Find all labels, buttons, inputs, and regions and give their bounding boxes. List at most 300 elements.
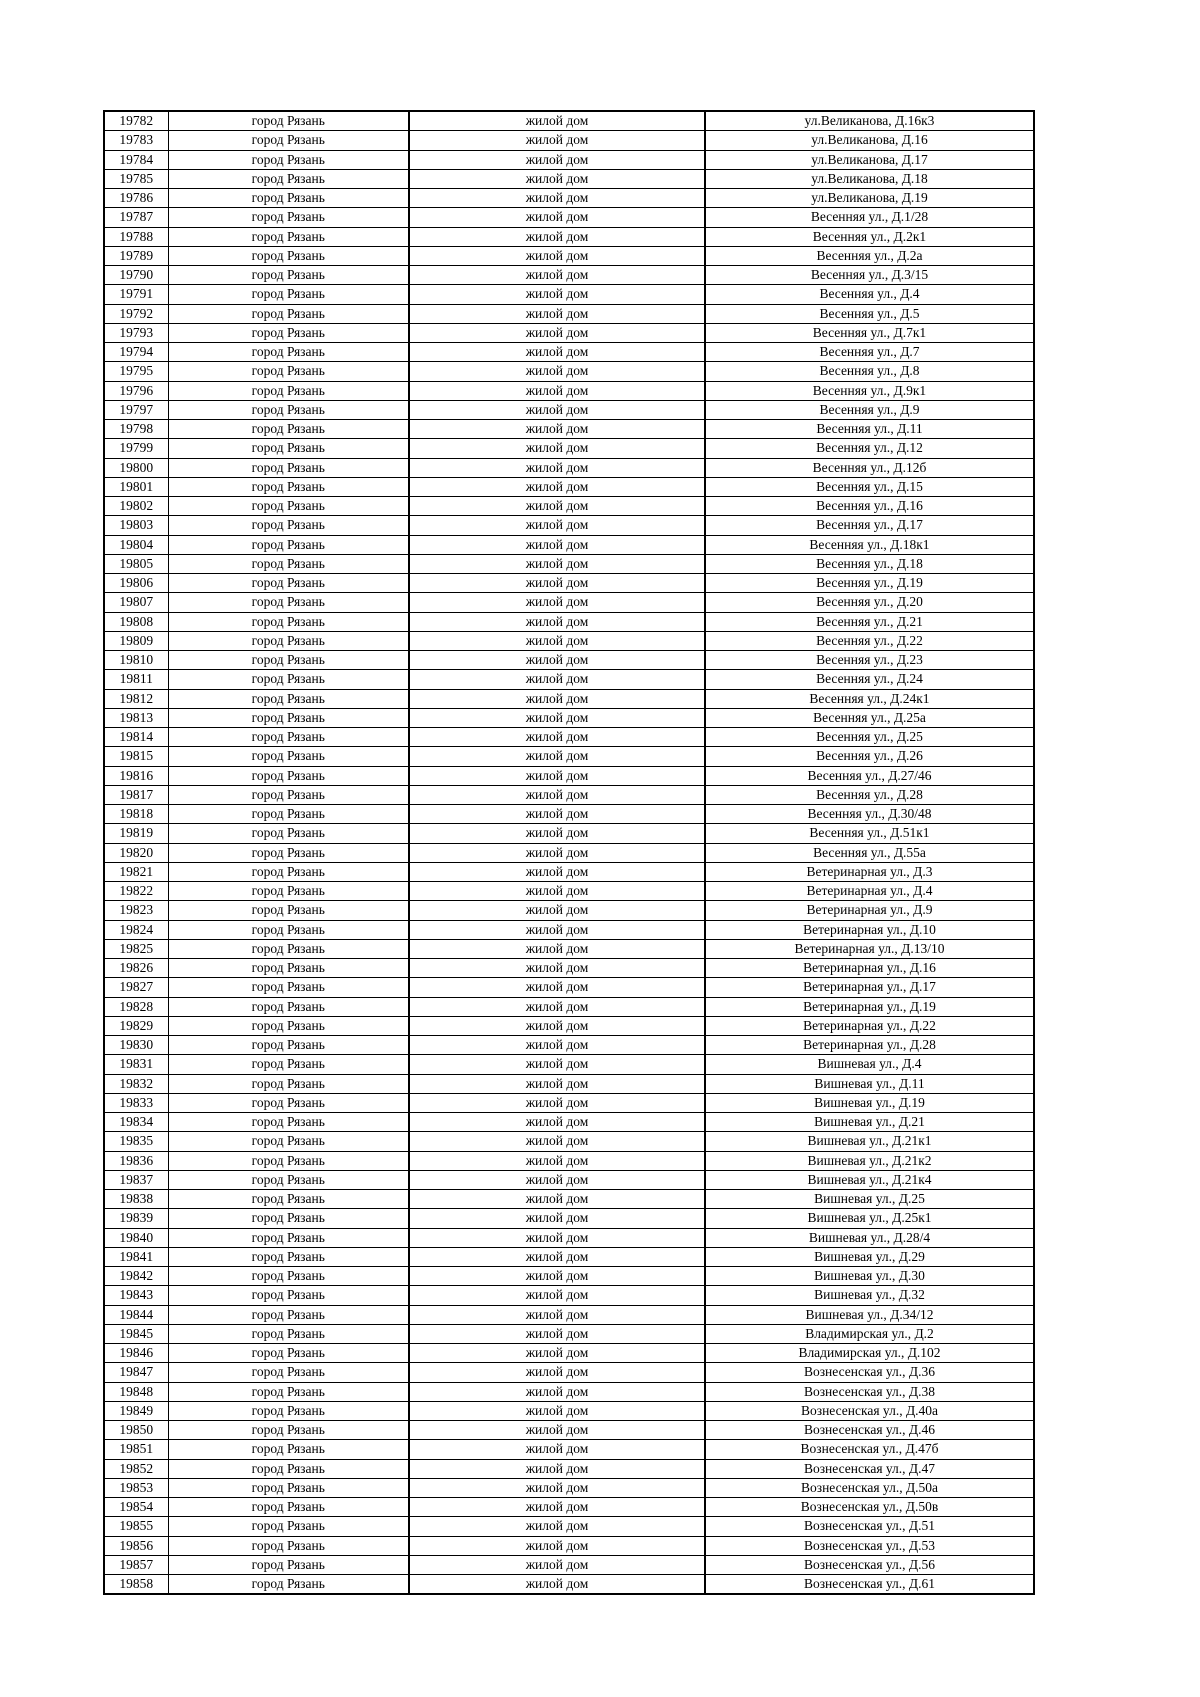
table-row <box>104 1401 1034 1420</box>
address-cell: Весенняя ул., Д.55а <box>705 843 1034 862</box>
city-cell: город Рязань <box>168 381 409 400</box>
object-type-cell: жилой дом <box>409 323 705 342</box>
row-number-cell: 19799 <box>104 439 168 458</box>
city-cell: город Рязань <box>168 1074 409 1093</box>
city-cell: город Рязань <box>168 1459 409 1478</box>
object-type-cell: жилой дом <box>409 862 705 881</box>
row-number-cell: 19805 <box>104 554 168 573</box>
city-cell: город Рязань <box>168 227 409 246</box>
row-number-cell: 19855 <box>104 1517 168 1536</box>
table-row <box>104 1324 1034 1343</box>
row-number-cell: 19812 <box>104 689 168 708</box>
table-row <box>104 1209 1034 1228</box>
city-cell: город Рязань <box>168 266 409 285</box>
object-type-cell: жилой дом <box>409 805 705 824</box>
table-row <box>104 978 1034 997</box>
address-cell: Весенняя ул., Д.12 <box>705 439 1034 458</box>
address-cell: ул.Великанова, Д.16к3 <box>705 111 1034 131</box>
table-row <box>104 266 1034 285</box>
city-cell: город Рязань <box>168 285 409 304</box>
city-cell: город Рязань <box>168 631 409 650</box>
table-row <box>104 1478 1034 1497</box>
address-cell: Весенняя ул., Д.15 <box>705 477 1034 496</box>
row-number-cell: 19791 <box>104 285 168 304</box>
object-type-cell: жилой дом <box>409 1478 705 1497</box>
row-number-cell: 19810 <box>104 651 168 670</box>
table-row <box>104 1055 1034 1074</box>
object-type-cell: жилой дом <box>409 574 705 593</box>
address-cell: Вишневая ул., Д.19 <box>705 1093 1034 1112</box>
object-type-cell: жилой дом <box>409 612 705 631</box>
address-cell: Весенняя ул., Д.3/15 <box>705 266 1034 285</box>
address-cell: ул.Великанова, Д.17 <box>705 150 1034 169</box>
row-number-cell: 19843 <box>104 1286 168 1305</box>
address-cell: Весенняя ул., Д.2к1 <box>705 227 1034 246</box>
object-type-cell: жилой дом <box>409 535 705 554</box>
address-cell: Весенняя ул., Д.20 <box>705 593 1034 612</box>
table-row <box>104 516 1034 535</box>
object-type-cell: жилой дом <box>409 1132 705 1151</box>
object-type-cell: жилой дом <box>409 959 705 978</box>
object-type-cell: жилой дом <box>409 497 705 516</box>
object-type-cell: жилой дом <box>409 1517 705 1536</box>
address-cell: Весенняя ул., Д.5 <box>705 304 1034 323</box>
row-number-cell: 19804 <box>104 535 168 554</box>
city-cell: город Рязань <box>168 1363 409 1382</box>
city-cell: город Рязань <box>168 497 409 516</box>
object-type-cell: жилой дом <box>409 824 705 843</box>
table-row <box>104 1190 1034 1209</box>
table-row <box>104 554 1034 573</box>
city-cell: город Рязань <box>168 1421 409 1440</box>
table-row <box>104 1093 1034 1112</box>
table-row <box>104 150 1034 169</box>
city-cell: город Рязань <box>168 458 409 477</box>
address-cell: Весенняя ул., Д.28 <box>705 785 1034 804</box>
object-type-cell: жилой дом <box>409 1016 705 1035</box>
table-row <box>104 670 1034 689</box>
object-type-cell: жилой дом <box>409 1555 705 1574</box>
city-cell: город Рязань <box>168 882 409 901</box>
table-row <box>104 362 1034 381</box>
object-type-cell: жилой дом <box>409 670 705 689</box>
row-number-cell: 19837 <box>104 1170 168 1189</box>
table-row <box>104 1247 1034 1266</box>
row-number-cell: 19836 <box>104 1151 168 1170</box>
row-number-cell: 19835 <box>104 1132 168 1151</box>
row-number-cell: 19792 <box>104 304 168 323</box>
row-number-cell: 19821 <box>104 862 168 881</box>
row-number-cell: 19844 <box>104 1305 168 1324</box>
object-type-cell: жилой дом <box>409 1401 705 1420</box>
table-row <box>104 766 1034 785</box>
address-cell: Весенняя ул., Д.22 <box>705 631 1034 650</box>
row-number-cell: 19801 <box>104 477 168 496</box>
object-type-cell: жилой дом <box>409 1093 705 1112</box>
city-cell: город Рязань <box>168 1016 409 1035</box>
object-type-cell: жилой дом <box>409 1170 705 1189</box>
table-row <box>104 189 1034 208</box>
row-number-cell: 19793 <box>104 323 168 342</box>
object-type-cell: жилой дом <box>409 1190 705 1209</box>
object-type-cell: жилой дом <box>409 1036 705 1055</box>
object-type-cell: жилой дом <box>409 1151 705 1170</box>
row-number-cell: 19807 <box>104 593 168 612</box>
city-cell: город Рязань <box>168 131 409 150</box>
object-type-cell: жилой дом <box>409 882 705 901</box>
row-number-cell: 19848 <box>104 1382 168 1401</box>
city-cell: город Рязань <box>168 1267 409 1286</box>
row-number-cell: 19789 <box>104 246 168 265</box>
row-number-cell: 19841 <box>104 1247 168 1266</box>
city-cell: город Рязань <box>168 901 409 920</box>
object-type-cell: жилой дом <box>409 651 705 670</box>
address-cell: Весенняя ул., Д.18к1 <box>705 535 1034 554</box>
table-row <box>104 862 1034 881</box>
row-number-cell: 19839 <box>104 1209 168 1228</box>
row-number-cell: 19816 <box>104 766 168 785</box>
object-type-cell: жилой дом <box>409 439 705 458</box>
row-number-cell: 19846 <box>104 1344 168 1363</box>
city-cell: город Рязань <box>168 1401 409 1420</box>
row-number-cell: 19833 <box>104 1093 168 1112</box>
address-cell: Вознесенская ул., Д.50а <box>705 1478 1034 1497</box>
city-cell: город Рязань <box>168 708 409 727</box>
table-row <box>104 1228 1034 1247</box>
address-cell: Ветеринарная ул., Д.16 <box>705 959 1034 978</box>
city-cell: город Рязань <box>168 1151 409 1170</box>
object-type-cell: жилой дом <box>409 901 705 920</box>
object-type-cell: жилой дом <box>409 747 705 766</box>
object-type-cell: жилой дом <box>409 939 705 958</box>
city-cell: город Рязань <box>168 439 409 458</box>
row-number-cell: 19838 <box>104 1190 168 1209</box>
table-row <box>104 1036 1034 1055</box>
address-table <box>103 110 1035 1595</box>
address-cell: Весенняя ул., Д.8 <box>705 362 1034 381</box>
row-number-cell: 19845 <box>104 1324 168 1343</box>
row-number-cell: 19858 <box>104 1575 168 1595</box>
address-cell: Вознесенская ул., Д.47б <box>705 1440 1034 1459</box>
city-cell: город Рязань <box>168 1132 409 1151</box>
row-number-cell: 19830 <box>104 1036 168 1055</box>
row-number-cell: 19840 <box>104 1228 168 1247</box>
object-type-cell: жилой дом <box>409 1575 705 1595</box>
city-cell: город Рязань <box>168 612 409 631</box>
address-cell: Весенняя ул., Д.16 <box>705 497 1034 516</box>
city-cell: город Рязань <box>168 150 409 169</box>
row-number-cell: 19784 <box>104 150 168 169</box>
table-row <box>104 805 1034 824</box>
table-row <box>104 246 1034 265</box>
row-number-cell: 19817 <box>104 785 168 804</box>
city-cell: город Рязань <box>168 747 409 766</box>
city-cell: город Рязань <box>168 862 409 881</box>
table-row <box>104 285 1034 304</box>
city-cell: город Рязань <box>168 574 409 593</box>
object-type-cell: жилой дом <box>409 708 705 727</box>
table-row <box>104 1286 1034 1305</box>
row-number-cell: 19813 <box>104 708 168 727</box>
row-number-cell: 19826 <box>104 959 168 978</box>
table-row <box>104 1536 1034 1555</box>
city-cell: город Рязань <box>168 362 409 381</box>
city-cell: город Рязань <box>168 1517 409 1536</box>
table-row <box>104 439 1034 458</box>
city-cell: город Рязань <box>168 1382 409 1401</box>
object-type-cell: жилой дом <box>409 1055 705 1074</box>
address-cell: Вознесенская ул., Д.50в <box>705 1498 1034 1517</box>
address-cell: Вишневая ул., Д.21к1 <box>705 1132 1034 1151</box>
row-number-cell: 19857 <box>104 1555 168 1574</box>
table-row <box>104 420 1034 439</box>
city-cell: город Рязань <box>168 246 409 265</box>
row-number-cell: 19823 <box>104 901 168 920</box>
row-number-cell: 19849 <box>104 1401 168 1420</box>
address-cell: Весенняя ул., Д.51к1 <box>705 824 1034 843</box>
address-cell: Вознесенская ул., Д.51 <box>705 1517 1034 1536</box>
table-row <box>104 785 1034 804</box>
object-type-cell: жилой дом <box>409 304 705 323</box>
city-cell: город Рязань <box>168 1190 409 1209</box>
object-type-cell: жилой дом <box>409 1421 705 1440</box>
object-type-cell: жилой дом <box>409 381 705 400</box>
address-cell: Весенняя ул., Д.12б <box>705 458 1034 477</box>
address-cell: Ветеринарная ул., Д.19 <box>705 997 1034 1016</box>
table-row <box>104 574 1034 593</box>
object-type-cell: жилой дом <box>409 1074 705 1093</box>
address-cell: Владимирская ул., Д.102 <box>705 1344 1034 1363</box>
city-cell: город Рязань <box>168 728 409 747</box>
address-table-body <box>104 111 1034 1594</box>
address-cell: Вишневая ул., Д.25 <box>705 1190 1034 1209</box>
row-number-cell: 19850 <box>104 1421 168 1440</box>
city-cell: город Рязань <box>168 1555 409 1574</box>
table-row <box>104 131 1034 150</box>
city-cell: город Рязань <box>168 766 409 785</box>
city-cell: город Рязань <box>168 323 409 342</box>
object-type-cell: жилой дом <box>409 1247 705 1266</box>
object-type-cell: жилой дом <box>409 978 705 997</box>
row-number-cell: 19847 <box>104 1363 168 1382</box>
address-cell: Вишневая ул., Д.21к4 <box>705 1170 1034 1189</box>
object-type-cell: жилой дом <box>409 728 705 747</box>
table-row <box>104 747 1034 766</box>
address-cell: Весенняя ул., Д.30/48 <box>705 805 1034 824</box>
table-row <box>104 1421 1034 1440</box>
address-cell: Вознесенская ул., Д.36 <box>705 1363 1034 1382</box>
address-cell: Весенняя ул., Д.26 <box>705 747 1034 766</box>
object-type-cell: жилой дом <box>409 920 705 939</box>
city-cell: город Рязань <box>168 1478 409 1497</box>
table-row <box>104 939 1034 958</box>
row-number-cell: 19783 <box>104 131 168 150</box>
table-row <box>104 651 1034 670</box>
address-cell: Ветеринарная ул., Д.22 <box>705 1016 1034 1035</box>
city-cell: город Рязань <box>168 920 409 939</box>
row-number-cell: 19803 <box>104 516 168 535</box>
city-cell: город Рязань <box>168 689 409 708</box>
city-cell: город Рязань <box>168 554 409 573</box>
table-row <box>104 1170 1034 1189</box>
object-type-cell: жилой дом <box>409 285 705 304</box>
row-number-cell: 19820 <box>104 843 168 862</box>
address-cell: Весенняя ул., Д.18 <box>705 554 1034 573</box>
row-number-cell: 19851 <box>104 1440 168 1459</box>
table-row <box>104 1498 1034 1517</box>
city-cell: город Рязань <box>168 516 409 535</box>
table-row <box>104 593 1034 612</box>
address-cell: Ветеринарная ул., Д.10 <box>705 920 1034 939</box>
city-cell: город Рязань <box>168 1055 409 1074</box>
row-number-cell: 19852 <box>104 1459 168 1478</box>
object-type-cell: жилой дом <box>409 150 705 169</box>
object-type-cell: жилой дом <box>409 266 705 285</box>
address-cell: Вишневая ул., Д.28/4 <box>705 1228 1034 1247</box>
object-type-cell: жилой дом <box>409 785 705 804</box>
table-row <box>104 169 1034 188</box>
address-cell: Вишневая ул., Д.30 <box>705 1267 1034 1286</box>
city-cell: город Рязань <box>168 1036 409 1055</box>
address-cell: Вишневая ул., Д.25к1 <box>705 1209 1034 1228</box>
address-cell: Весенняя ул., Д.9 <box>705 400 1034 419</box>
address-cell: Вишневая ул., Д.11 <box>705 1074 1034 1093</box>
row-number-cell: 19797 <box>104 400 168 419</box>
table-row <box>104 1575 1034 1595</box>
address-cell: Весенняя ул., Д.27/46 <box>705 766 1034 785</box>
object-type-cell: жилой дом <box>409 1382 705 1401</box>
object-type-cell: жилой дом <box>409 1498 705 1517</box>
row-number-cell: 19824 <box>104 920 168 939</box>
address-cell: Весенняя ул., Д.17 <box>705 516 1034 535</box>
table-row <box>104 1382 1034 1401</box>
row-number-cell: 19825 <box>104 939 168 958</box>
table-row <box>104 535 1034 554</box>
object-type-cell: жилой дом <box>409 400 705 419</box>
address-cell: Ветеринарная ул., Д.17 <box>705 978 1034 997</box>
row-number-cell: 19796 <box>104 381 168 400</box>
table-row <box>104 111 1034 131</box>
address-cell: ул.Великанова, Д.18 <box>705 169 1034 188</box>
city-cell: город Рязань <box>168 1324 409 1343</box>
city-cell: город Рязань <box>168 1113 409 1132</box>
table-row <box>104 959 1034 978</box>
table-row <box>104 323 1034 342</box>
city-cell: город Рязань <box>168 1536 409 1555</box>
row-number-cell: 19809 <box>104 631 168 650</box>
address-cell: Вишневая ул., Д.4 <box>705 1055 1034 1074</box>
object-type-cell: жилой дом <box>409 477 705 496</box>
table-row <box>104 400 1034 419</box>
table-row <box>104 1305 1034 1324</box>
object-type-cell: жилой дом <box>409 1459 705 1478</box>
row-number-cell: 19811 <box>104 670 168 689</box>
address-cell: Вишневая ул., Д.29 <box>705 1247 1034 1266</box>
table-row <box>104 477 1034 496</box>
object-type-cell: жилой дом <box>409 1228 705 1247</box>
city-cell: город Рязань <box>168 208 409 227</box>
row-number-cell: 19785 <box>104 169 168 188</box>
row-number-cell: 19806 <box>104 574 168 593</box>
table-row <box>104 458 1034 477</box>
object-type-cell: жилой дом <box>409 766 705 785</box>
address-cell: Вишневая ул., Д.32 <box>705 1286 1034 1305</box>
row-number-cell: 19788 <box>104 227 168 246</box>
address-cell: Весенняя ул., Д.19 <box>705 574 1034 593</box>
table-row <box>104 304 1034 323</box>
city-cell: город Рязань <box>168 939 409 958</box>
city-cell: город Рязань <box>168 343 409 362</box>
table-row <box>104 1074 1034 1093</box>
object-type-cell: жилой дом <box>409 111 705 131</box>
row-number-cell: 19814 <box>104 728 168 747</box>
city-cell: город Рязань <box>168 169 409 188</box>
table-row <box>104 997 1034 1016</box>
address-cell: Весенняя ул., Д.7 <box>705 343 1034 362</box>
city-cell: город Рязань <box>168 420 409 439</box>
object-type-cell: жилой дом <box>409 246 705 265</box>
row-number-cell: 19827 <box>104 978 168 997</box>
address-cell: Вознесенская ул., Д.40а <box>705 1401 1034 1420</box>
city-cell: город Рязань <box>168 1209 409 1228</box>
table-row <box>104 343 1034 362</box>
object-type-cell: жилой дом <box>409 343 705 362</box>
table-row <box>104 708 1034 727</box>
address-cell: Весенняя ул., Д.25 <box>705 728 1034 747</box>
row-number-cell: 19856 <box>104 1536 168 1555</box>
object-type-cell: жилой дом <box>409 1344 705 1363</box>
address-cell: Весенняя ул., Д.4 <box>705 285 1034 304</box>
address-cell: Вишневая ул., Д.34/12 <box>705 1305 1034 1324</box>
table-row <box>104 497 1034 516</box>
object-type-cell: жилой дом <box>409 1440 705 1459</box>
address-cell: ул.Великанова, Д.19 <box>705 189 1034 208</box>
address-cell: Весенняя ул., Д.2а <box>705 246 1034 265</box>
object-type-cell: жилой дом <box>409 1363 705 1382</box>
table-row <box>104 728 1034 747</box>
object-type-cell: жилой дом <box>409 208 705 227</box>
row-number-cell: 19842 <box>104 1267 168 1286</box>
table-row <box>104 1267 1034 1286</box>
city-cell: город Рязань <box>168 189 409 208</box>
address-cell: Весенняя ул., Д.23 <box>705 651 1034 670</box>
row-number-cell: 19831 <box>104 1055 168 1074</box>
row-number-cell: 19798 <box>104 420 168 439</box>
table-row <box>104 1016 1034 1035</box>
city-cell: город Рязань <box>168 805 409 824</box>
table-row <box>104 208 1034 227</box>
object-type-cell: жилой дом <box>409 1536 705 1555</box>
table-row <box>104 612 1034 631</box>
row-number-cell: 19829 <box>104 1016 168 1035</box>
object-type-cell: жилой дом <box>409 1113 705 1132</box>
object-type-cell: жилой дом <box>409 1305 705 1324</box>
address-cell: Весенняя ул., Д.24 <box>705 670 1034 689</box>
address-cell: Весенняя ул., Д.7к1 <box>705 323 1034 342</box>
row-number-cell: 19795 <box>104 362 168 381</box>
city-cell: город Рязань <box>168 651 409 670</box>
address-cell: Владимирская ул., Д.2 <box>705 1324 1034 1343</box>
object-type-cell: жилой дом <box>409 1267 705 1286</box>
object-type-cell: жилой дом <box>409 1286 705 1305</box>
object-type-cell: жилой дом <box>409 631 705 650</box>
object-type-cell: жилой дом <box>409 843 705 862</box>
table-row <box>104 689 1034 708</box>
row-number-cell: 19786 <box>104 189 168 208</box>
table-row <box>104 1344 1034 1363</box>
address-cell: Ветеринарная ул., Д.4 <box>705 882 1034 901</box>
object-type-cell: жилой дом <box>409 131 705 150</box>
